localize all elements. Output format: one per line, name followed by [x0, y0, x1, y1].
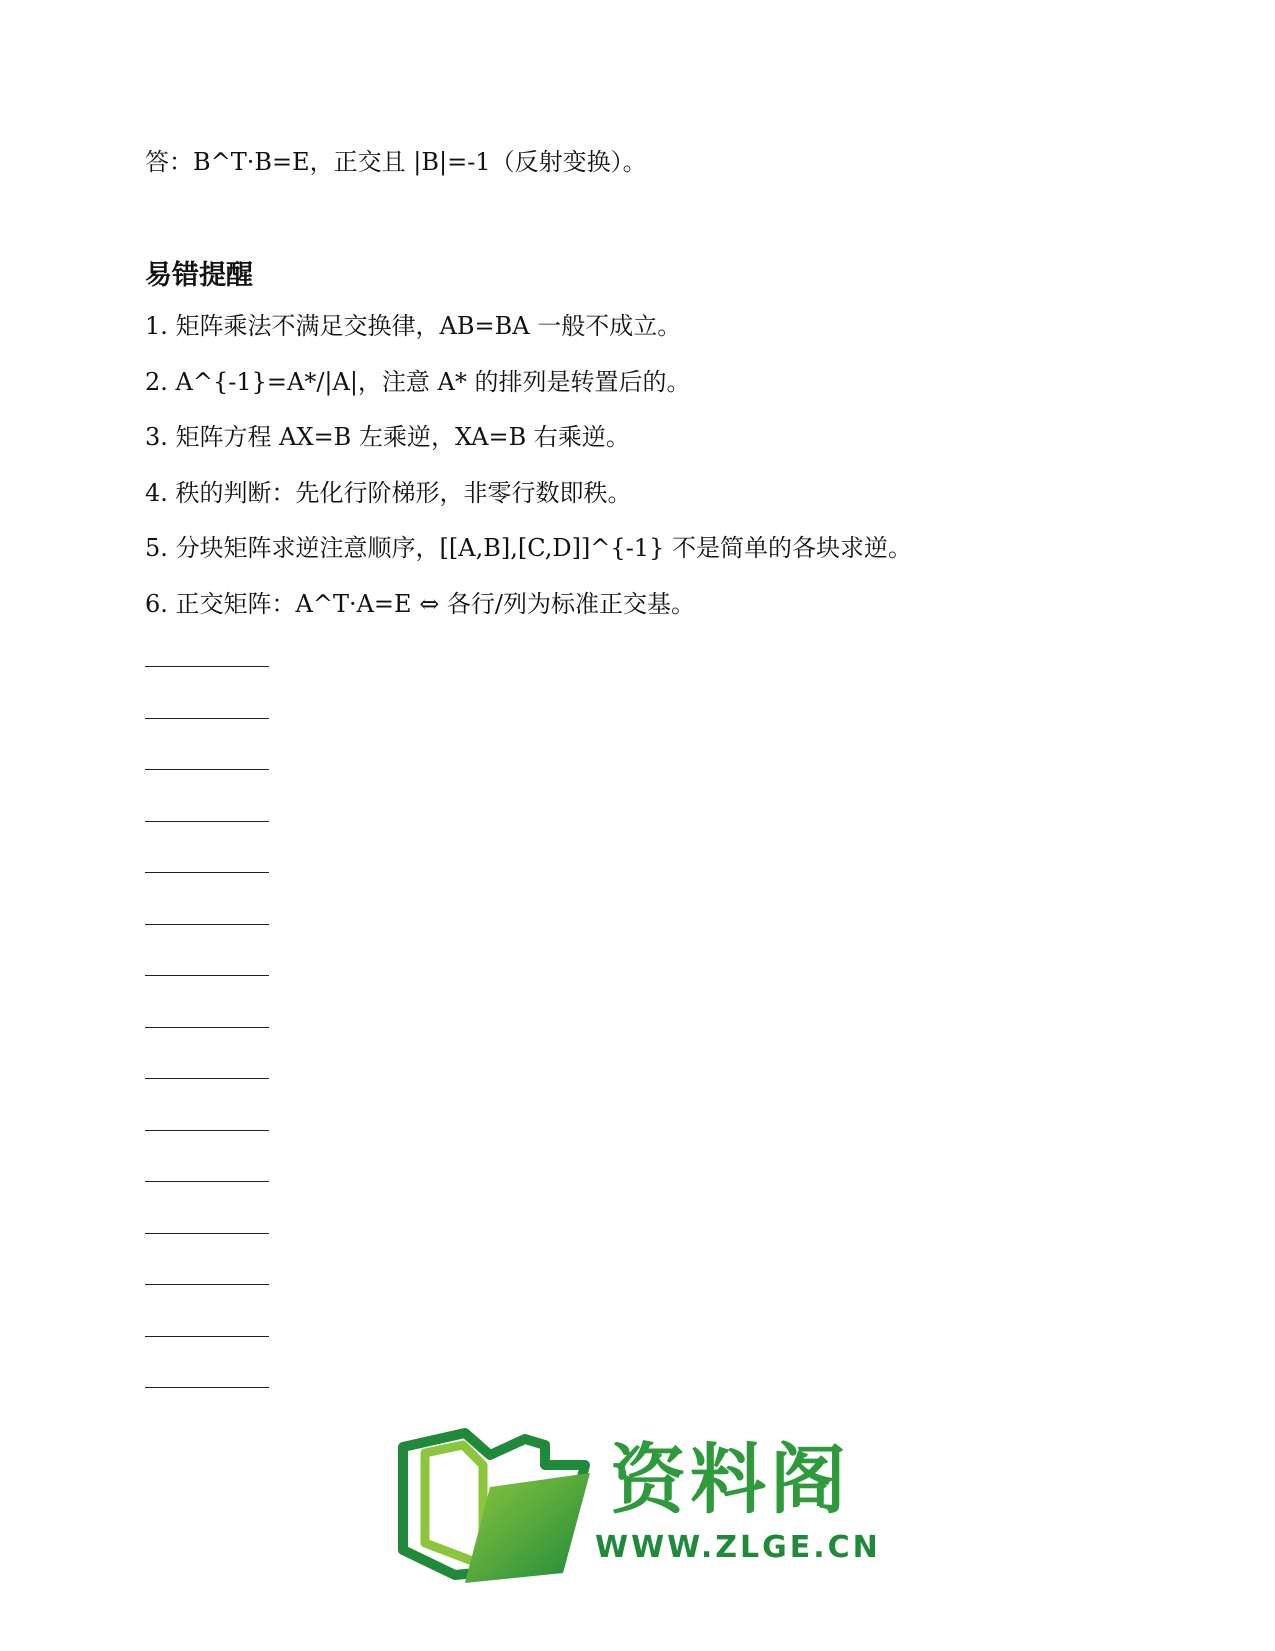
list-item: 6. 正交矩阵：A^T·A=E ⇔ 各行/列为标准正交基。 [145, 590, 696, 618]
blank-line [145, 1181, 269, 1182]
list-item: 1. 矩阵乘法不满足交换律，AB=BA 一般不成立。 [145, 312, 682, 340]
blank-line [145, 769, 269, 770]
blank-line [145, 666, 269, 667]
list-item: 4. 秩的判断：先化行阶梯形，非零行数即秩。 [145, 479, 632, 507]
blank-line [145, 924, 269, 925]
watermark-logo [395, 1425, 881, 1585]
blank-line [145, 718, 269, 719]
list-item: 2. A^{-1}=A*/|A|，注意 A* 的排列是转置后的。 [145, 368, 691, 396]
blank-line [145, 821, 269, 822]
blank-line [145, 1233, 269, 1234]
list-item: 3. 矩阵方程 AX=B 左乘逆，XA=B 右乘逆。 [145, 423, 630, 451]
blank-line [145, 1130, 269, 1131]
blank-line [145, 1336, 269, 1337]
book-folder-icon [395, 1425, 595, 1585]
blank-line [145, 1387, 269, 1388]
blank-line [145, 1284, 269, 1285]
logo-url: WWW.ZLGE.CN [595, 1530, 881, 1565]
section-heading: 易错提醒 [145, 260, 253, 291]
answer-text: 答：B^T·B=E，正交且 |B|=-1（反射变换）。 [145, 148, 647, 176]
blank-line [145, 1078, 269, 1079]
blank-line [145, 872, 269, 873]
blank-line [145, 1027, 269, 1028]
logo-name: 资料阁 [610, 1435, 850, 1524]
blank-line [145, 975, 269, 976]
list-item: 5. 分块矩阵求逆注意顺序，[[A,B],[C,D]]^{-1} 不是简单的各块求逆。 [145, 534, 912, 562]
